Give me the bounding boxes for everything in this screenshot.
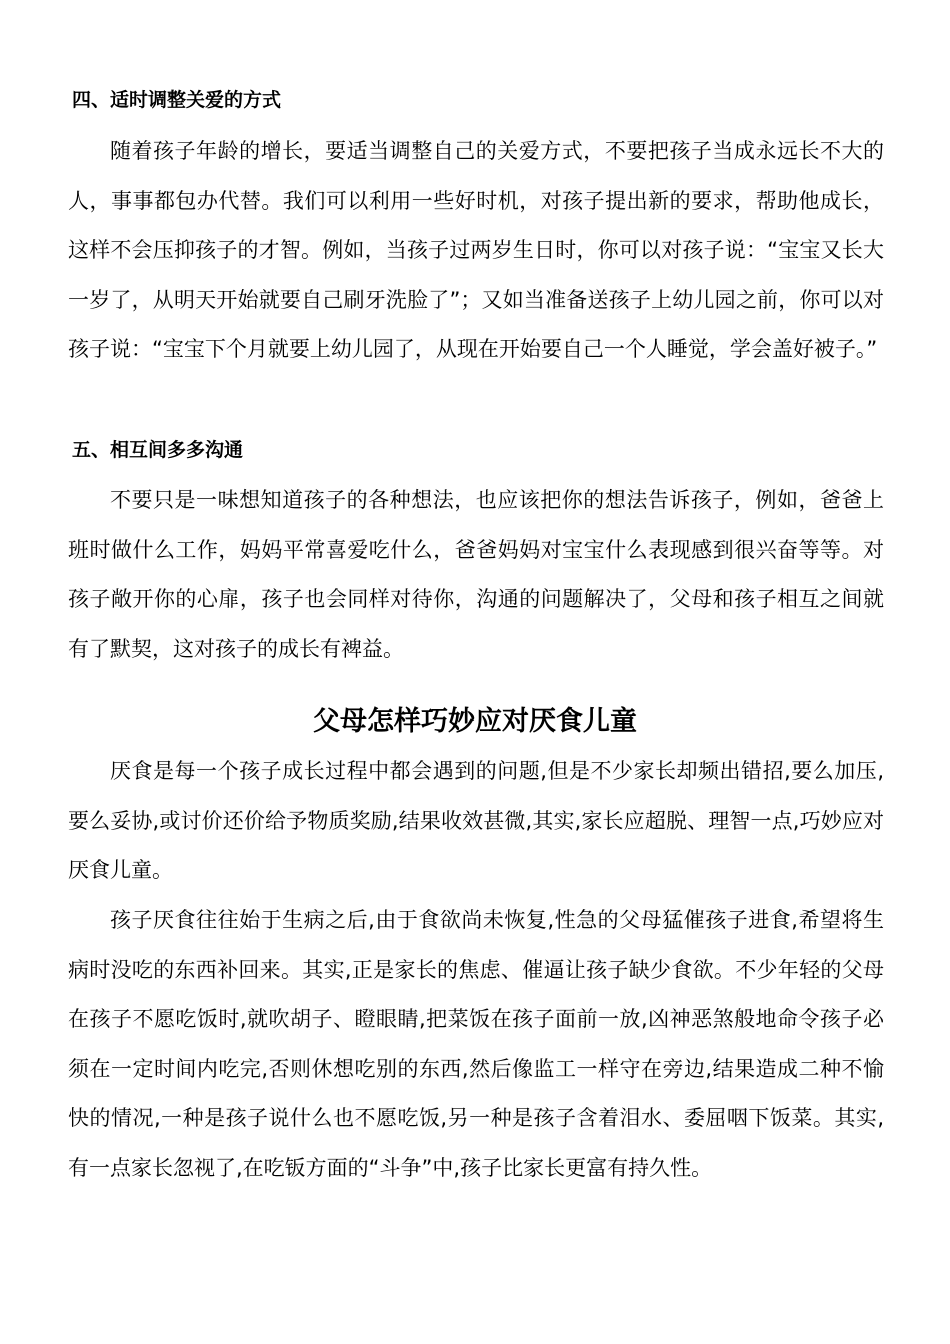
- section-5-paragraph: 不要只是一味想知道孩子的各种想法，也应该把你的想法告诉孩子，例如，爸爸上班时做什么工作，妈妈平常喜爱吃什么，爸爸妈妈对宝宝什么表现感到很兴奋等等。对孩子敞开你的心扉，孩子也会同样对待你，沟通的问题解决了，父母和孩子相互之间就有了默契，这对孩子的成长有裨益。: [68, 488, 884, 661]
- article-title: 父母怎样巧妙应对厌食儿童: [313, 706, 637, 737]
- section-heading-5: 五、相互间多多沟通: [72, 439, 244, 461]
- section-heading-4: 四、适时调整关爱的方式: [72, 89, 282, 111]
- article-paragraph-1: 厌食是每一个孩子成长过程中都会遇到的问题,但是不少家长却频出错招,要么加压,要么妥协,或讨价还价给予物质奖励,结果收效甚微,其实,家长应超脱、理智一点,巧妙应对厌食儿童。: [68, 759, 884, 882]
- article-paragraph-2: 孩子厌食往往始于生病之后,由于食欲尚未恢复,性急的父母猛催孩子进食,希望将生病时没吃的东西补回来。其实,正是家长的焦虑、催逼让孩子缺少食欲。不少年轻的父母在孩子不愿吃饭时,就吹胡子、瞪眼睛,把菜饭在孩子面前一放,凶神恶煞般地命令孩子必须在一定时间内吃完,否则休想吃别的东西,然后像监工一样守在旁边,结果造成二种不愉快的情况,一种是孩子说什么也不愿吃饭,另一种是孩子含着泪水、委屈咽下饭菜。其实,有一点家长忽视了,在吃钣方面的“斗争”中,孩子比家长更富有持久性。: [68, 908, 884, 1180]
- section-4-paragraph: 随着孩子年龄的增长，要适当调整自己的关爱方式，不要把孩子当成永远长不大的人，事事都包办代替。我们可以利用一些好时机，对孩子提出新的要求，帮助他成长，这样不会压抑孩子的才智。例如，当孩子过两岁生日时，你可以对孩子说：“宝宝又长大一岁了，从明天开始就要自己刷牙洗脸了”；又如当准备送孩子上幼儿园之前，你可以对孩子说：“宝宝下个月就要上幼儿园了，从现在开始要自己一个人睡觉，学会盖好被子。”: [68, 139, 884, 361]
